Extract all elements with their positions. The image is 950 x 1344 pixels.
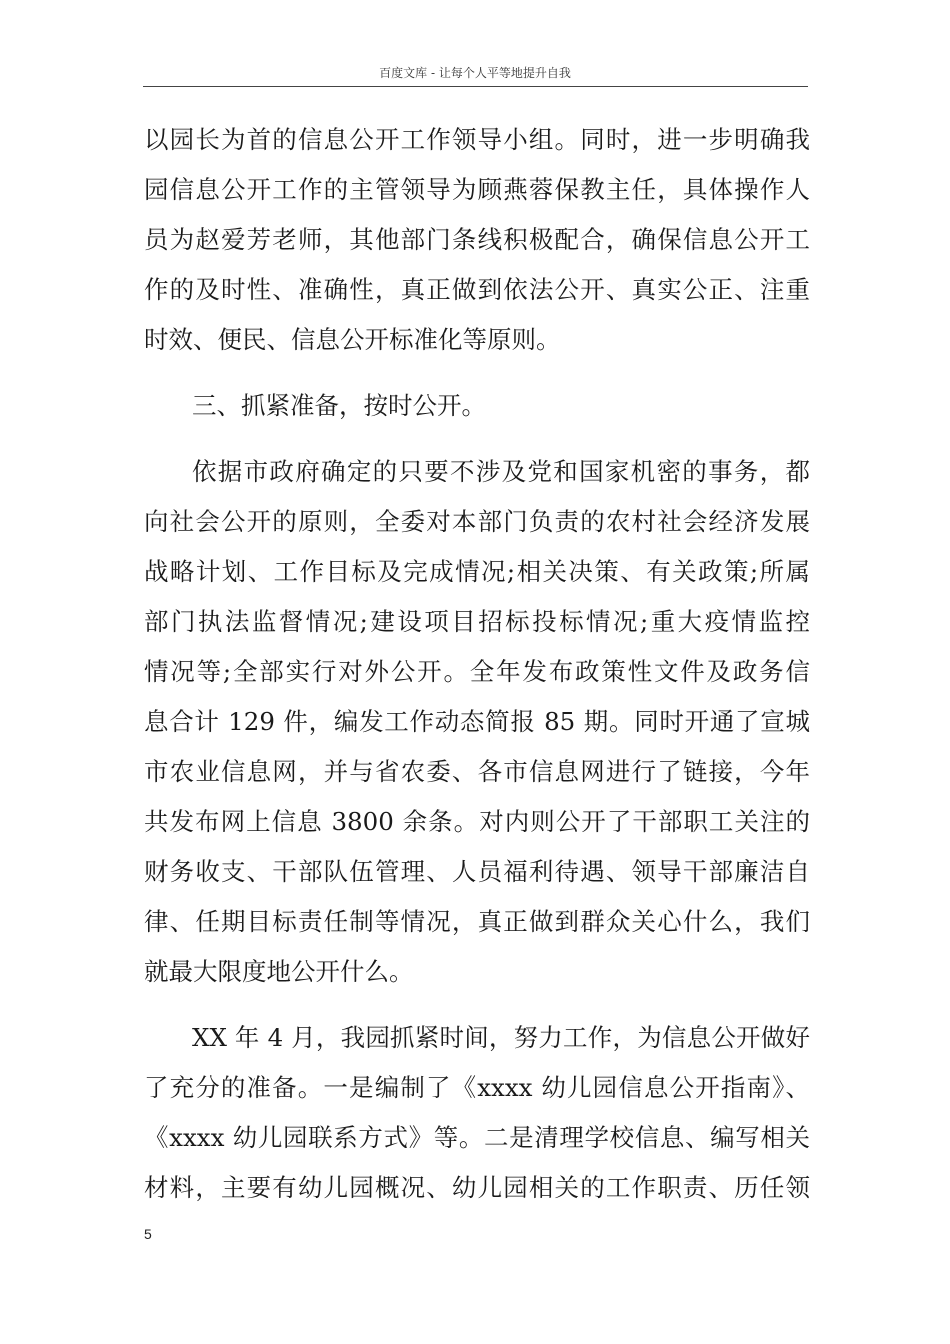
text-line: 向社会公开的原则，全委对本部门负责的农村社会经济发展 (144, 507, 810, 536)
text-line: 时效、便民、信息公开标准化等原则。 (144, 325, 561, 354)
header-text: 百度文库 - 让每个人平等地提升自我 (379, 66, 571, 80)
paragraph (144, 1013, 810, 1213)
text-line: 员为赵爱芳老师，其他部门条线积极配合，确保信息公开工 (144, 225, 810, 254)
paragraph (144, 115, 810, 365)
text-line: 作的及时性、准确性，真正做到依法公开、真实公正、注重 (144, 275, 810, 304)
text-line: 以园长为首的信息公开工作领导小组。同时，进一步明确我 (144, 125, 810, 154)
section-heading (144, 381, 810, 431)
text-line: 园信息公开工作的主管领导为顾燕蓉保教主任，具体操作人 (144, 175, 810, 204)
text-line: 共发布网上信息 3800 余条。对内则公开了干部职工关注的 (144, 807, 810, 836)
header-divider (143, 86, 808, 87)
text-line: 息合计 129 件，编发工作动态简报 85 期。同时开通了宣城 (144, 707, 810, 736)
text-line: 战略计划、工作目标及完成情况;相关决策、有关政策;所属 (144, 557, 810, 586)
text-line: 市农业信息网，并与省农委、各市信息网进行了链接，今年 (144, 757, 810, 786)
text-line: 材料，主要有幼儿园概况、幼儿园相关的工作职责、历任领 (144, 1173, 810, 1202)
paragraph (144, 447, 810, 997)
text-line: 部门执法监督情况;建设项目招标投标情况;重大疫情监控 (144, 607, 810, 636)
text-line: 《xxxx 幼儿园联系方式》等。二是清理学校信息、编写相关 (144, 1123, 810, 1152)
page-header (0, 0, 950, 88)
text-line: 律、任期目标责任制等情况，真正做到群众关心什么，我们 (144, 907, 810, 936)
text-line: 了充分的准备。一是编制了《xxxx 幼儿园信息公开指南》、 (144, 1073, 810, 1102)
text-line: 情况等;全部实行对外公开。全年发布政策性文件及政务信 (144, 657, 810, 686)
text-line: 就最大限度地公开什么。 (144, 957, 414, 986)
text-line: 三、抓紧准备，按时公开。 (192, 391, 486, 420)
page-number: 5 (144, 1226, 152, 1242)
text-line: 财务收支、干部队伍管理、人员福利待遇、领导干部廉洁自 (144, 857, 810, 886)
body-text (144, 115, 810, 1213)
text-line: 依据市政府确定的只要不涉及党和国家机密的事务，都 (192, 457, 810, 486)
text-line: XX 年 4 月，我园抓紧时间，努力工作，为信息公开做好 (192, 1023, 810, 1052)
